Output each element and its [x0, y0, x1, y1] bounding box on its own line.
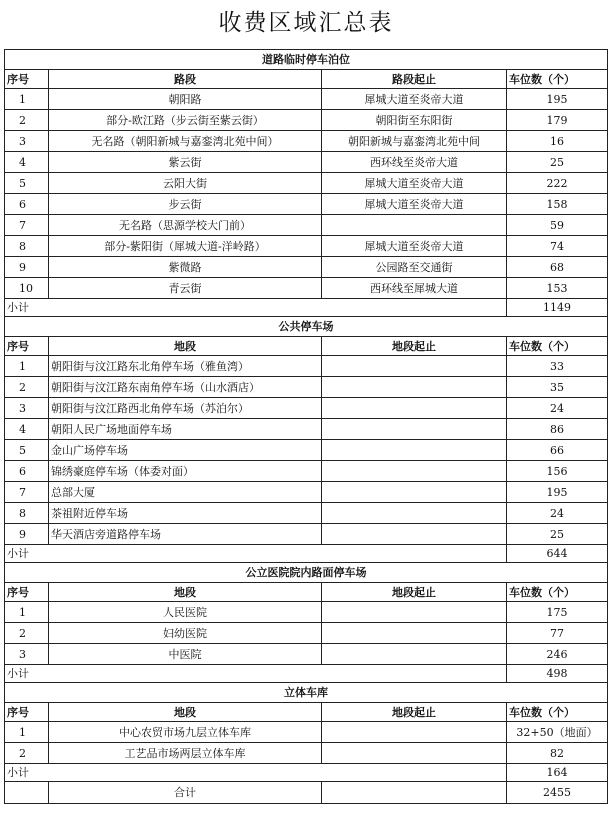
- table-row: [5, 644, 608, 665]
- section-title: 公立医院院内路面停车场: [5, 563, 608, 583]
- row-range: [322, 356, 507, 377]
- subtotal-row: [5, 545, 608, 563]
- subtotal-value: 644: [507, 545, 608, 563]
- row-location: 步云街: [49, 194, 322, 215]
- row-count: 153: [507, 278, 608, 299]
- total-spacer-2: [322, 782, 507, 804]
- row-location: 中医院: [49, 644, 322, 665]
- row-index: 3: [5, 398, 49, 419]
- table-row: [5, 215, 608, 236]
- header-index: 序号: [5, 583, 49, 602]
- row-count: 24: [507, 398, 608, 419]
- subtotal-value: 498: [507, 665, 608, 683]
- row-location: 部分-欧江路（步云街至紫云街）: [49, 110, 322, 131]
- row-location: 朝阳路: [49, 89, 322, 110]
- row-range: 公园路至交通街: [322, 257, 507, 278]
- row-range: [322, 419, 507, 440]
- header-range: 地段起止: [322, 337, 507, 356]
- row-location: 金山广场停车场: [49, 440, 322, 461]
- row-index: 9: [5, 524, 49, 545]
- row-index: 1: [5, 722, 49, 743]
- row-count: 195: [507, 482, 608, 503]
- header-location: 地段: [49, 703, 322, 722]
- row-count: 66: [507, 440, 608, 461]
- row-range: [322, 377, 507, 398]
- row-location: 朝阳人民广场地面停车场: [49, 419, 322, 440]
- row-count: 179: [507, 110, 608, 131]
- row-location: 青云街: [49, 278, 322, 299]
- row-range: 犀城大道至炎帝大道: [322, 89, 507, 110]
- table-body: [5, 50, 608, 804]
- row-count: 246: [507, 644, 608, 665]
- row-location: 妇幼医院: [49, 623, 322, 644]
- table-row: [5, 398, 608, 419]
- row-index: 1: [5, 89, 49, 110]
- total-spacer: [5, 782, 49, 804]
- row-index: 10: [5, 278, 49, 299]
- table-row: [5, 440, 608, 461]
- row-range: 犀城大道至炎帝大道: [322, 194, 507, 215]
- row-range: [322, 461, 507, 482]
- row-count: 32+50（地面）: [507, 722, 608, 743]
- section-title-row: [5, 683, 608, 703]
- header-location: 地段: [49, 337, 322, 356]
- subtotal-row: [5, 764, 608, 782]
- total-value: 2455: [507, 782, 608, 804]
- row-range: [322, 602, 507, 623]
- total-label: 合计: [49, 782, 322, 804]
- row-index: 6: [5, 461, 49, 482]
- table-row: [5, 419, 608, 440]
- row-location: 茶祖附近停车场: [49, 503, 322, 524]
- row-index: 1: [5, 356, 49, 377]
- table-row: [5, 278, 608, 299]
- row-count: 25: [507, 152, 608, 173]
- table-row: [5, 194, 608, 215]
- table-row: [5, 503, 608, 524]
- row-count: 156: [507, 461, 608, 482]
- row-location: 无名路（思源学校大门前）: [49, 215, 322, 236]
- section-title-row: [5, 317, 608, 337]
- table-row: [5, 743, 608, 764]
- row-range: [322, 398, 507, 419]
- row-count: 82: [507, 743, 608, 764]
- row-index: 4: [5, 152, 49, 173]
- table-row: [5, 602, 608, 623]
- row-range: 朝阳新城与嘉銮湾北苑中间: [322, 131, 507, 152]
- row-location: 华天酒店旁道路停车场: [49, 524, 322, 545]
- table-row: [5, 524, 608, 545]
- section-title-row: [5, 563, 608, 583]
- row-index: 7: [5, 482, 49, 503]
- row-index: 5: [5, 440, 49, 461]
- fee-area-summary-table: [4, 49, 608, 804]
- row-range: [322, 440, 507, 461]
- row-count: 59: [507, 215, 608, 236]
- row-location: 部分-紫阳街（犀城大道-洋岭路）: [49, 236, 322, 257]
- table-row: [5, 236, 608, 257]
- table-row: [5, 257, 608, 278]
- row-location: 朝阳街与汶江路东南角停车场（山水酒店）: [49, 377, 322, 398]
- row-location: 朝阳街与汶江路东北角停车场（雅鱼湾）: [49, 356, 322, 377]
- row-location: 无名路（朝阳新城与嘉銮湾北苑中间）: [49, 131, 322, 152]
- table-row: [5, 482, 608, 503]
- row-index: 3: [5, 644, 49, 665]
- header-index: 序号: [5, 337, 49, 356]
- row-location: 人民医院: [49, 602, 322, 623]
- subtotal-label: 小计: [5, 299, 507, 317]
- row-count: 74: [507, 236, 608, 257]
- header-location: 地段: [49, 583, 322, 602]
- subtotal-row: [5, 665, 608, 683]
- row-range: [322, 644, 507, 665]
- row-count: 86: [507, 419, 608, 440]
- section-title-row: [5, 50, 608, 70]
- row-location: 中心农贸市场九层立体车库: [49, 722, 322, 743]
- table-row: [5, 173, 608, 194]
- subtotal-row: [5, 299, 608, 317]
- row-range: [322, 215, 507, 236]
- row-count: 158: [507, 194, 608, 215]
- row-range: [322, 482, 507, 503]
- row-index: 4: [5, 419, 49, 440]
- row-range: 西环线至炎帝大道: [322, 152, 507, 173]
- header-count: 车位数（个）: [507, 583, 608, 602]
- row-index: 5: [5, 173, 49, 194]
- row-count: 35: [507, 377, 608, 398]
- subtotal-value: 1149: [507, 299, 608, 317]
- row-index: 9: [5, 257, 49, 278]
- row-range: 西环线至犀城大道: [322, 278, 507, 299]
- row-location: 工艺品市场两层立体车库: [49, 743, 322, 764]
- row-location: 紫微路: [49, 257, 322, 278]
- row-range: 犀城大道至炎帝大道: [322, 236, 507, 257]
- row-range: [322, 722, 507, 743]
- subtotal-value: 164: [507, 764, 608, 782]
- header-range: 路段起止: [322, 70, 507, 89]
- row-index: 3: [5, 131, 49, 152]
- table-header-row: [5, 703, 608, 722]
- row-count: 175: [507, 602, 608, 623]
- row-count: 222: [507, 173, 608, 194]
- table-row: [5, 722, 608, 743]
- table-row: [5, 461, 608, 482]
- subtotal-label: 小计: [5, 545, 507, 563]
- section-title: 立体车库: [5, 683, 608, 703]
- row-count: 25: [507, 524, 608, 545]
- header-location: 路段: [49, 70, 322, 89]
- row-location: 朝阳街与汶江路西北角停车场（苏泊尔）: [49, 398, 322, 419]
- table-row: [5, 623, 608, 644]
- row-count: 68: [507, 257, 608, 278]
- row-range: [322, 503, 507, 524]
- row-index: 8: [5, 236, 49, 257]
- row-location: 总部大厦: [49, 482, 322, 503]
- row-location: 云阳大街: [49, 173, 322, 194]
- header-index: 序号: [5, 703, 49, 722]
- row-index: 2: [5, 743, 49, 764]
- row-index: 6: [5, 194, 49, 215]
- row-index: 8: [5, 503, 49, 524]
- table-header-row: [5, 70, 608, 89]
- table-row: [5, 110, 608, 131]
- section-title: 道路临时停车泊位: [5, 50, 608, 70]
- row-index: 2: [5, 623, 49, 644]
- table-header-row: [5, 583, 608, 602]
- table-row: [5, 356, 608, 377]
- table-row: [5, 377, 608, 398]
- row-index: 7: [5, 215, 49, 236]
- row-count: 195: [507, 89, 608, 110]
- header-count: 车位数（个）: [507, 703, 608, 722]
- row-count: 24: [507, 503, 608, 524]
- row-index: 2: [5, 110, 49, 131]
- row-index: 1: [5, 602, 49, 623]
- row-range: 犀城大道至炎帝大道: [322, 173, 507, 194]
- table-header-row: [5, 337, 608, 356]
- table-row: [5, 152, 608, 173]
- row-count: 16: [507, 131, 608, 152]
- row-location: 锦绣豪庭停车场（体委对面）: [49, 461, 322, 482]
- row-range: [322, 524, 507, 545]
- total-row: [5, 782, 608, 804]
- subtotal-label: 小计: [5, 665, 507, 683]
- subtotal-label: 小计: [5, 764, 507, 782]
- row-range: [322, 623, 507, 644]
- row-location: 紫云街: [49, 152, 322, 173]
- row-range: [322, 743, 507, 764]
- section-title: 公共停车场: [5, 317, 608, 337]
- table-row: [5, 131, 608, 152]
- header-count: 车位数（个）: [507, 70, 608, 89]
- row-count: 33: [507, 356, 608, 377]
- header-index: 序号: [5, 70, 49, 89]
- row-count: 77: [507, 623, 608, 644]
- row-index: 2: [5, 377, 49, 398]
- page-title: 收费区域汇总表: [218, 10, 394, 36]
- table-row: [5, 89, 608, 110]
- header-range: 地段起止: [322, 583, 507, 602]
- header-count: 车位数（个）: [507, 337, 608, 356]
- header-range: 地段起止: [322, 703, 507, 722]
- row-range: 朝阳街至东阳街: [322, 110, 507, 131]
